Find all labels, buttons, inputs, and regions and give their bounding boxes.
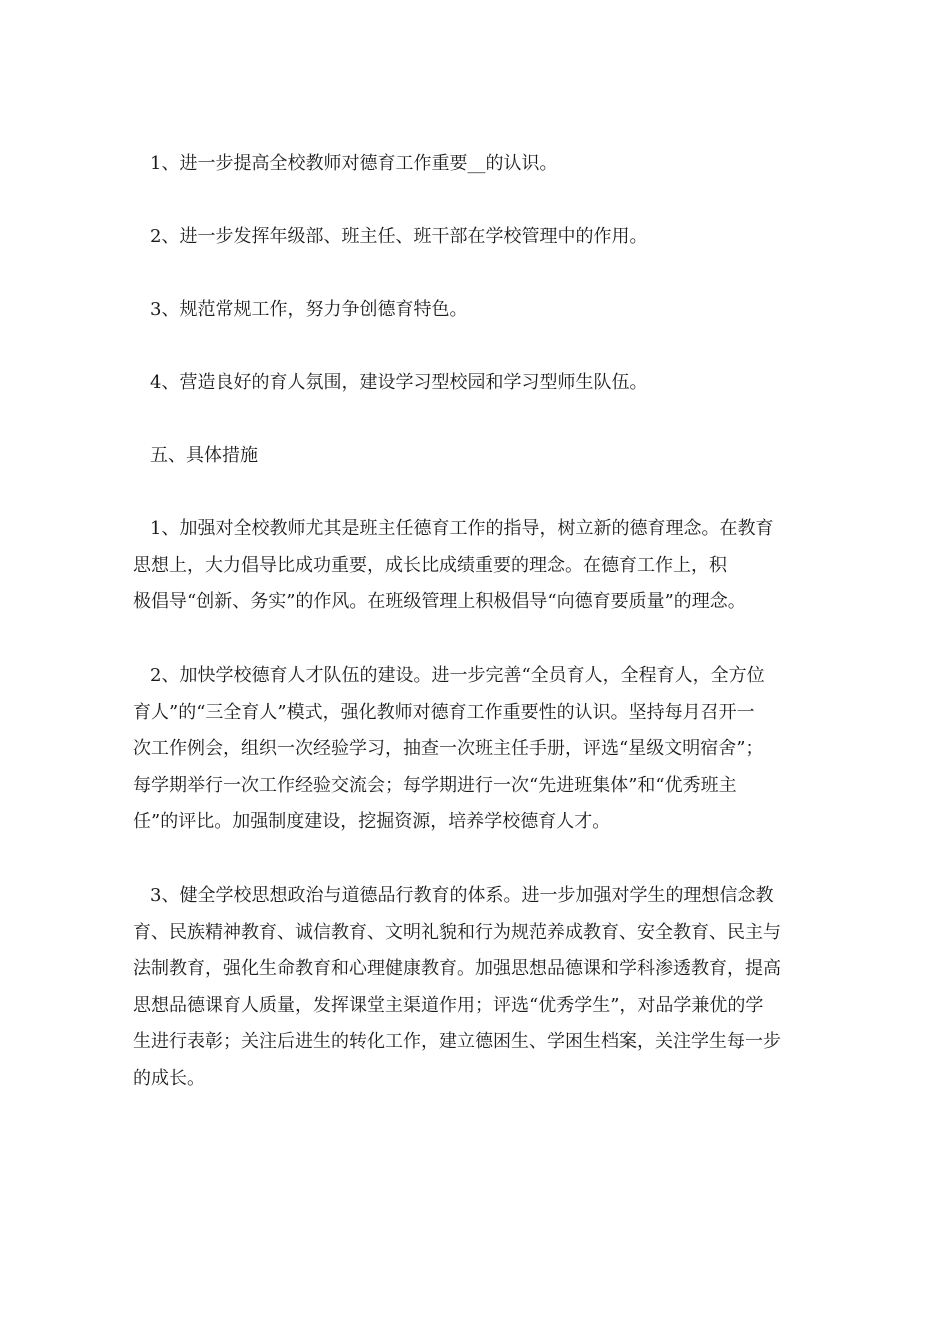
paragraph-line: 育、民族精神教育、诚信教育、文明礼貌和行为规范养成教育、安全教育、民主与 (133, 921, 781, 943)
paragraph-line: 极倡导“创新、务实”的作风。在班级管理上积极倡导“向德育要质量”的理念。 (133, 591, 746, 612)
paragraph-line: 次工作例会，组织一次经验学习，抽查一次班主任手册，评选“星级文明宿舍”； (133, 738, 764, 759)
paragraph-line: 2、加快学校德育人才队伍的建设。进一步完善“全员育人，全程育人，全方位 (150, 665, 765, 686)
goal-item-2: 2、进一步发挥年级部、班主任、班干部在学校管理中的作用。 (150, 226, 648, 247)
paragraph-line: 思想品德课育人质量，发挥课堂主渠道作用；评选“优秀学生”，对品学兼优的学 (133, 994, 764, 1016)
goal-item-1: 1、进一步提高全校教师对德育工作重要__的认识。 (150, 153, 558, 174)
measure-paragraph-1 (133, 511, 823, 621)
measure-paragraph-3 (133, 878, 823, 1097)
goal-item-4: 4、营造良好的育人氛围，建设学习型校园和学习型师生队伍。 (150, 372, 648, 393)
paragraph-line: 1、加强对全校教师尤其是班主任德育工作的指导，树立新的德育理念。在教育 (150, 518, 774, 539)
paragraph-line: 生进行表彰；关注后进生的转化工作，建立德困生、学困生档案，关注学生每一步 (133, 1031, 781, 1052)
paragraph-line: 法制教育，强化生命教育和心理健康教育。加强思想品德课和学科渗透教育，提高 (133, 958, 781, 979)
paragraph-line: 3、健全学校思想政治与道德品行教育的体系。进一步加强对学生的理想信念教 (150, 885, 774, 906)
paragraph-line: 的成长。 (133, 1067, 205, 1089)
measure-paragraph-2 (133, 658, 823, 841)
paragraph-line: 思想上，大力倡导比成功重要，成长比成绩重要的理念。在德育工作上，积 (133, 554, 727, 576)
paragraph-line: 任”的评比。加强制度建设，挖掘资源，培养学校德育人才。 (133, 811, 611, 832)
paragraph-line: 育人”的“三全育人”模式，强化教师对德育工作重要性的认识。坚持每月召开一 (133, 701, 755, 723)
paragraph-line: 每学期举行一次工作经验交流会；每学期进行一次“先进班集体”和“优秀班主 (133, 774, 737, 796)
section-heading: 五、具体措施 (150, 445, 258, 466)
goal-item-3: 3、规范常规工作，努力争创德育特色。 (150, 299, 468, 320)
